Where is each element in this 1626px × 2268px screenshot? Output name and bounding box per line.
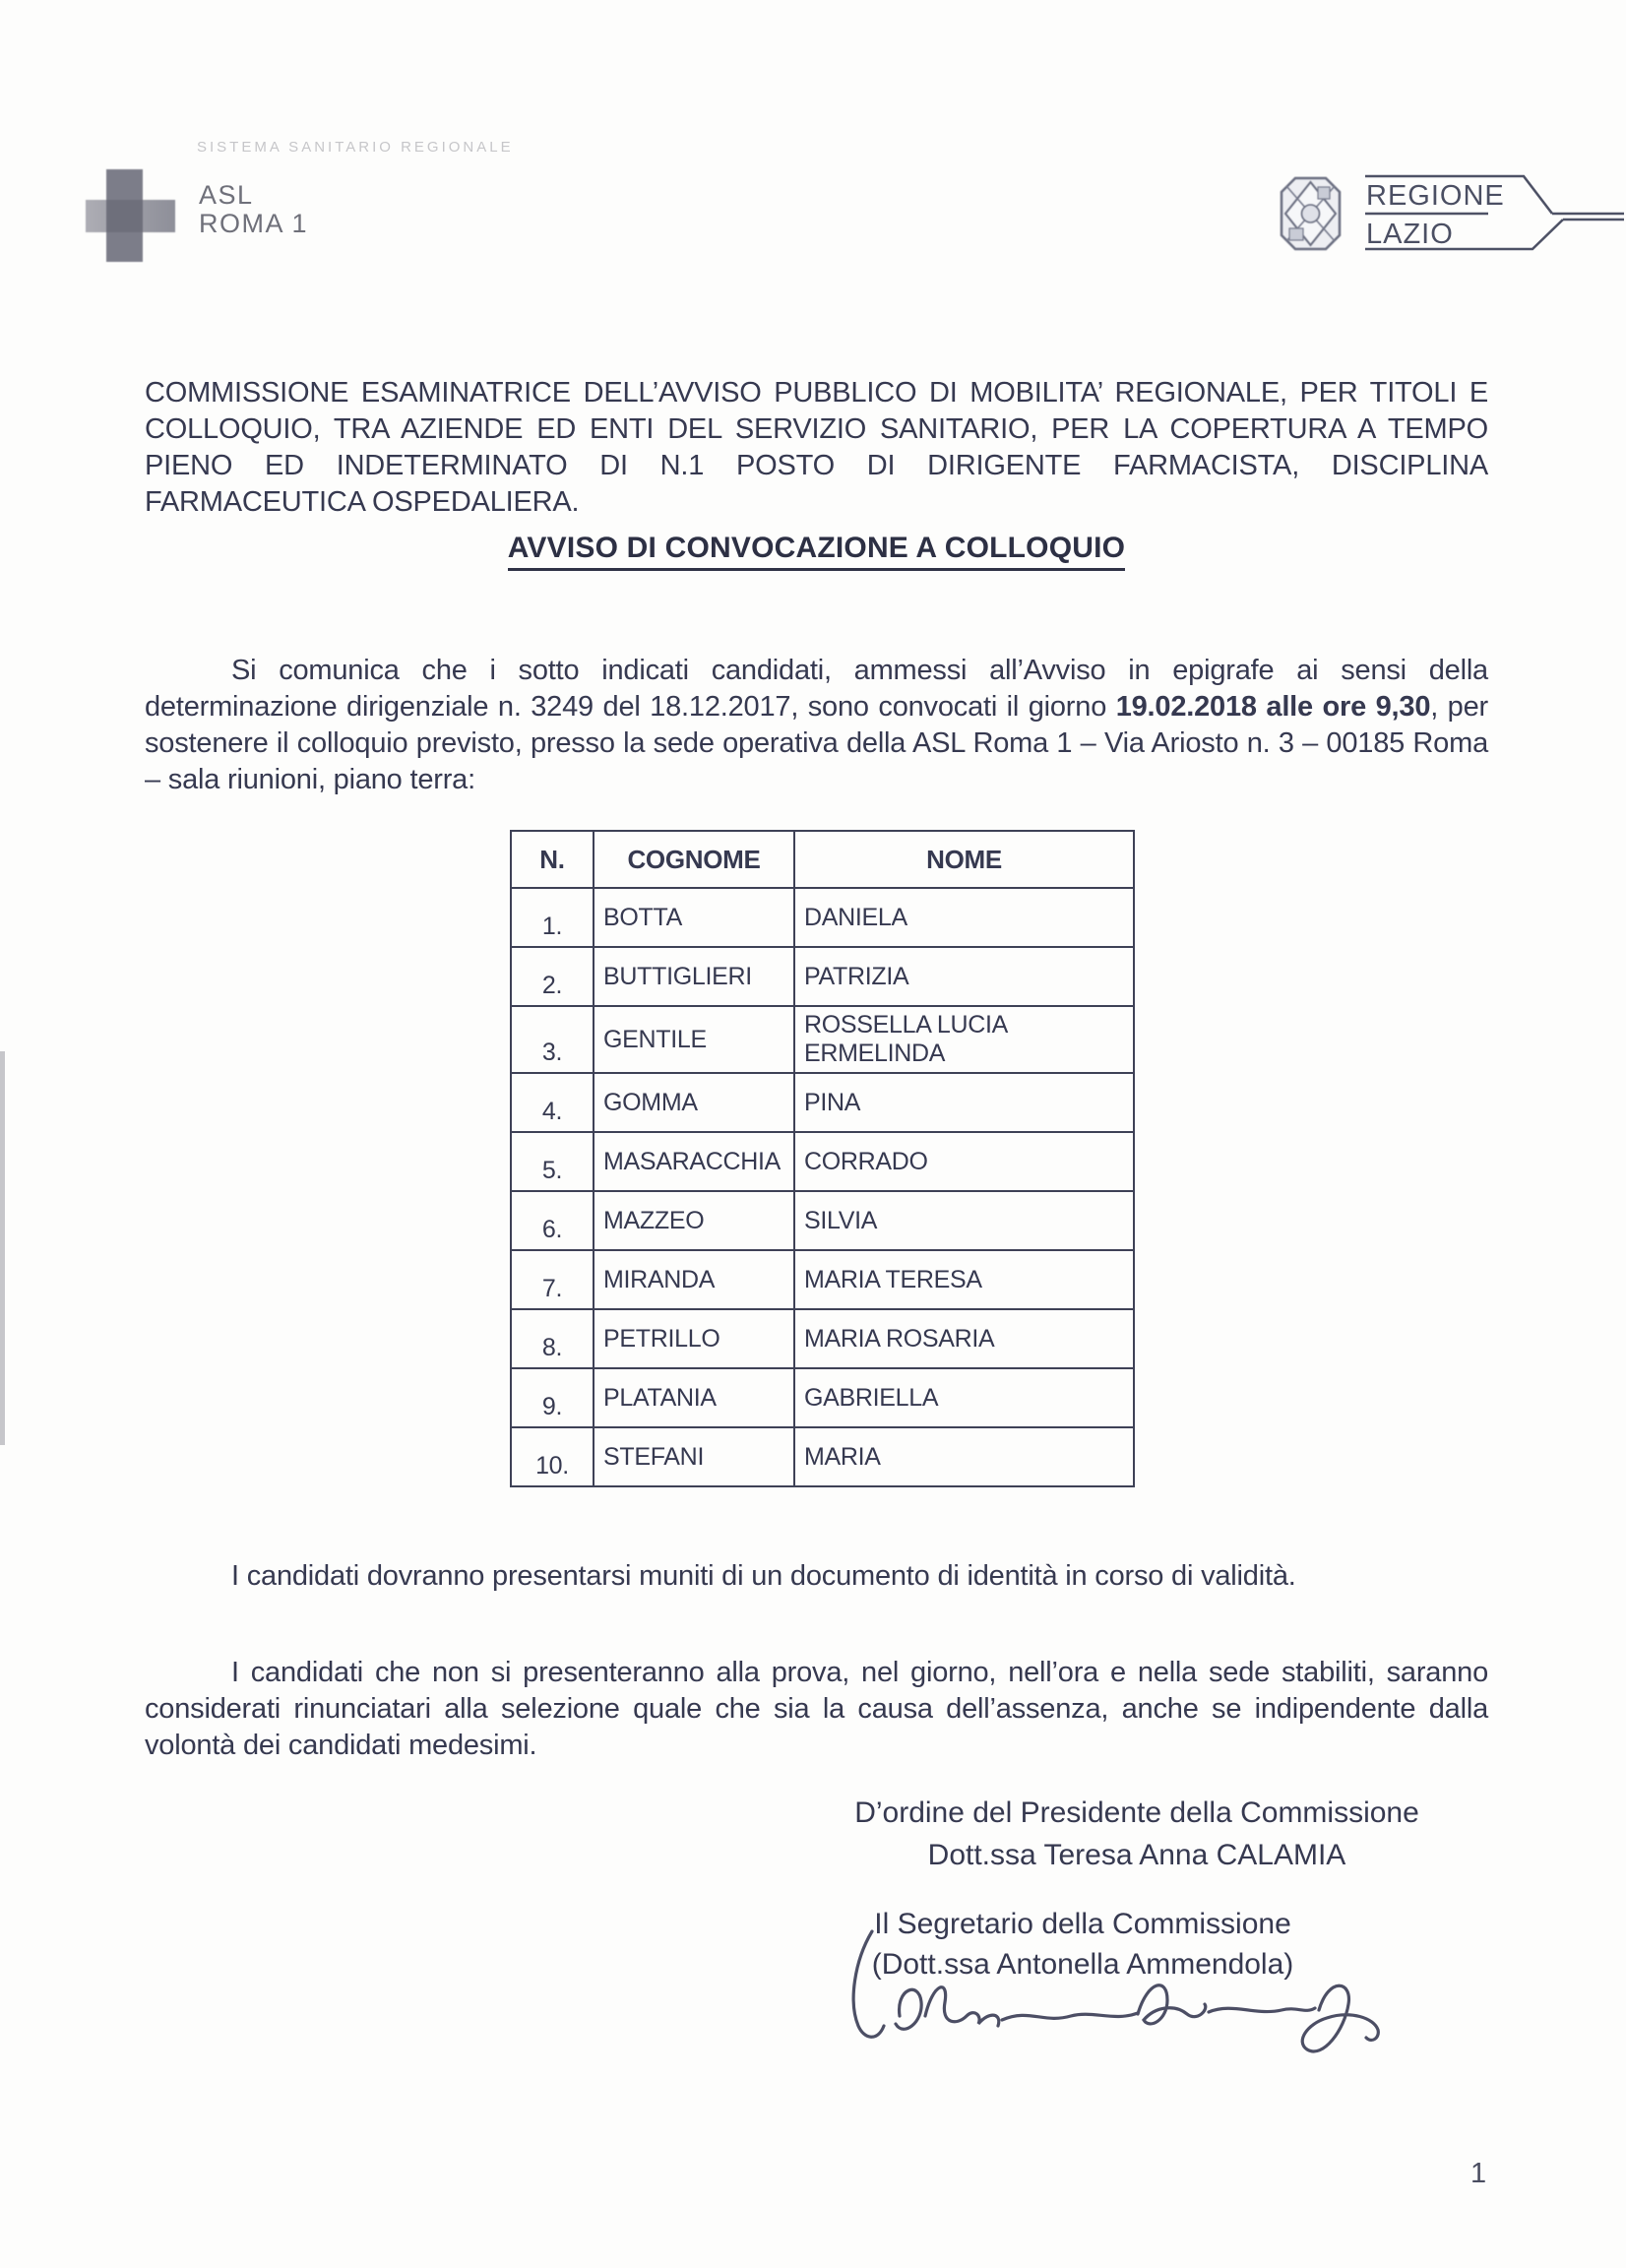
regione-label: REGIONE [1366, 180, 1505, 212]
candidates-table [510, 830, 1135, 1487]
cross-center [106, 200, 143, 232]
candidate-surname-cell: MIRANDA [594, 1250, 794, 1309]
notice-title-row [145, 532, 1488, 571]
identity-document-paragraph: I candidati dovranno presentarsi muniti di un documento di identità in corso di validità. [231, 1560, 1296, 1592]
candidate-surname-cell: PETRILLO [594, 1309, 794, 1368]
candidate-number-cell: 10. [511, 1427, 594, 1486]
candidate-number-cell: 8. [511, 1309, 594, 1368]
header-row [511, 831, 1134, 888]
table-row [511, 947, 1134, 1006]
candidate-surname-cell: GENTILE [594, 1006, 794, 1073]
page-number: 1 [1470, 2158, 1487, 2189]
president-signature-block [714, 1792, 1560, 1876]
scan-artifact [0, 1051, 5, 1445]
president-order-line: D’ordine del Presidente della Commissione [854, 1796, 1419, 1829]
candidate-name-cell: MARIA ROSARIA [794, 1309, 1134, 1368]
lazio-label: LAZIO [1366, 219, 1454, 250]
asl-cross-logo-icon [86, 169, 176, 262]
table-row [511, 888, 1134, 947]
table-row [511, 1006, 1134, 1073]
candidate-number-cell: 3. [511, 1006, 594, 1073]
convocation-paragraph [145, 653, 1488, 798]
candidate-name-cell: DANIELA [794, 888, 1134, 947]
candidate-number-cell: 7. [511, 1250, 594, 1309]
candidate-name-cell: GABRIELLA [794, 1368, 1134, 1427]
candidates-table-head [511, 831, 1134, 888]
president-name: Dott.ssa Teresa Anna CALAMIA [927, 1839, 1346, 1871]
table-row [511, 1073, 1134, 1132]
table-row [511, 1191, 1134, 1250]
candidate-name-cell: MARIA [794, 1427, 1134, 1486]
table-row [511, 1309, 1134, 1368]
candidate-number-cell: 5. [511, 1132, 594, 1191]
candidate-number-cell: 4. [511, 1073, 594, 1132]
commission-intro-paragraph: COMMISSIONE ESAMINATRICE DELL’AVVISO PUBBLICO DI MOBILITA’ REGIONALE, PER TITOLI E COLLOQUIO, TRA AZIENDE ED ENTI DEL SERVIZIO SANITARIO, PER LA COPERTURA A TEMPO PIENO ED INDETERMINATO DI N.1 POSTO DI DIRIGENTE FARMACISTA, DISCIPLINA FARMACEUTICA OSPEDALIERA. [145, 377, 1488, 518]
convocation-text-post: , per sostenere il colloquio previsto, presso la sede operativa della ASL Roma 1 – Via Ariosto n. 3 – 00185 Roma – sala riunioni, piano terra: [145, 691, 1488, 795]
table-row [511, 1132, 1134, 1191]
convocation-text-pre: Si comunica che i sotto indicati candidati, ammessi all’Avviso in epigrafe ai sensi della determinazione dirigenziale n. 3249 del 18.12.2017, sono convocati il giorno [145, 655, 1488, 723]
table-row [511, 1427, 1134, 1486]
asl-line1: ASL [199, 180, 254, 210]
candidate-number-cell: 1. [511, 888, 594, 947]
secretary-name: (Dott.ssa Antonella Ammendola) [871, 1948, 1294, 1981]
candidate-surname-cell: BUTTIGLIERI [594, 947, 794, 1006]
convocation-date-bold: 19.02.2018 alle ore 9,30 [1115, 691, 1431, 723]
candidate-number-cell: 2. [511, 947, 594, 1006]
secretary-title: Il Segretario della Commissione [874, 1908, 1291, 1940]
sistema-sanitario-regionale-label: SISTEMA SANITARIO REGIONALE [197, 139, 514, 156]
candidate-name-cell: MARIA TERESA [794, 1250, 1134, 1309]
table-row [511, 1368, 1134, 1427]
candidate-number-cell: 6. [511, 1191, 594, 1250]
col-header-surname: COGNOME [594, 831, 794, 888]
col-header-number: N. [511, 831, 594, 888]
candidate-name-cell: PATRIZIA [794, 947, 1134, 1006]
candidate-surname-cell: MASARACCHIA [594, 1132, 794, 1191]
absence-paragraph: I candidati che non si presenteranno alla prova, nel giorno, nell’ora e nella sede stabiliti, saranno considerati rinunciatari alla selezione quale che sia la causa dell’assenza, anche se indipendente dalla volontà dei candidati medesimi. [145, 1657, 1488, 1761]
handwritten-signature [843, 1918, 1394, 2085]
candidate-surname-cell: GOMMA [594, 1073, 794, 1132]
candidates-tbody [511, 888, 1134, 1486]
notice-title: AVVISO DI CONVOCAZIONE A COLLOQUIO [508, 532, 1125, 571]
regione-lazio-emblem-icon [1272, 169, 1349, 259]
regione-lazio-wordmark [1362, 165, 1626, 285]
candidate-surname-cell: STEFANI [594, 1427, 794, 1486]
candidate-surname-cell: BOTTA [594, 888, 794, 947]
candidate-surname-cell: PLATANIA [594, 1368, 794, 1427]
asl-roma1-wordmark [199, 181, 308, 238]
candidate-name-cell: PINA [794, 1073, 1134, 1132]
table-row [511, 1250, 1134, 1309]
candidate-name-cell: CORRADO [794, 1132, 1134, 1191]
candidate-surname-cell: MAZZEO [594, 1191, 794, 1250]
asl-line2: ROMA 1 [199, 209, 309, 238]
col-header-name: NOME [794, 831, 1134, 888]
candidate-name-cell: ROSSELLA LUCIA ERMELINDA [794, 1006, 1134, 1073]
candidates-table-wrapper [510, 830, 1135, 1487]
candidate-name-cell: SILVIA [794, 1191, 1134, 1250]
candidate-number-cell: 9. [511, 1368, 594, 1427]
